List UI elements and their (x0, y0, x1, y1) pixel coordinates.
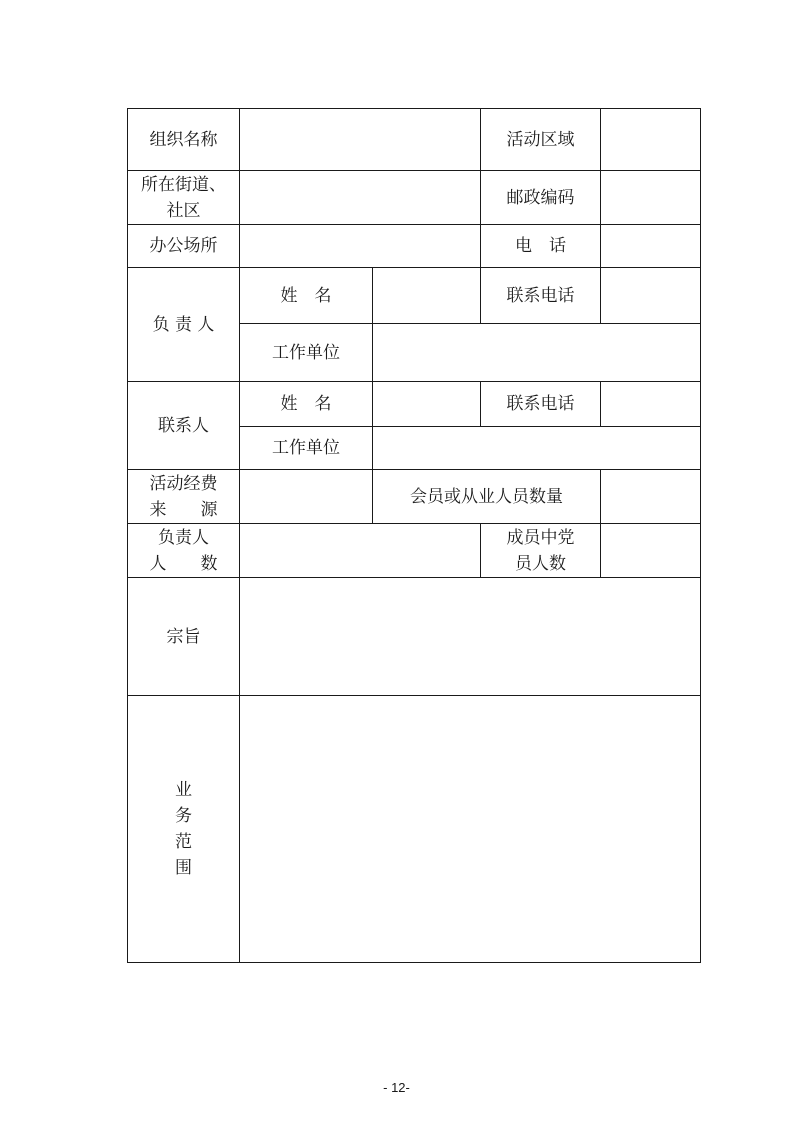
phone-label: 电 话 (515, 236, 566, 256)
office-label: 办公场所 (149, 236, 218, 256)
business-scope-char: 范 (175, 832, 192, 852)
funding-source-label (128, 470, 239, 523)
phone-field[interactable] (601, 225, 700, 267)
party-members-label (481, 524, 600, 577)
leader-phone-field[interactable] (601, 268, 700, 323)
table-border-right (700, 108, 701, 963)
funding-source-label-line1: 活动经费 (149, 473, 218, 494)
postal-code-label: 邮政编码 (506, 187, 575, 208)
business-scope-char: 务 (175, 806, 192, 826)
party-members-field[interactable] (601, 524, 700, 577)
purpose-label: 宗旨 (166, 626, 201, 647)
funding-source-label-line2: 来 源 (149, 499, 218, 520)
page-number: - 12- (383, 1080, 410, 1095)
activity-area-field[interactable] (601, 109, 700, 170)
members-count-label: 会员或从业人员数量 (410, 486, 563, 507)
contact-phone-label: 联系电话 (506, 394, 575, 414)
funding-source-field[interactable] (240, 470, 372, 523)
leader-label: 负 责 人 (152, 314, 215, 335)
contact-work-label: 工作单位 (272, 438, 340, 458)
business-scope-field[interactable] (240, 696, 700, 962)
leader-work-field[interactable] (373, 324, 700, 381)
contact-label: 联系人 (158, 415, 209, 436)
leaders-count-label (128, 524, 239, 577)
business-scope-char: 围 (175, 858, 192, 878)
leader-name-label: 姓 名 (280, 285, 332, 306)
street-community-label-line1: 所在街道、 (141, 174, 226, 195)
street-community-label (128, 171, 239, 224)
purpose-field[interactable] (240, 578, 700, 695)
business-scope-char: 业 (175, 780, 192, 800)
leaders-count-field[interactable] (240, 524, 480, 577)
org-name-field[interactable] (240, 109, 480, 170)
leader-name-field[interactable] (373, 268, 480, 323)
contact-name-field[interactable] (373, 382, 480, 426)
contact-name-label: 姓 名 (280, 394, 332, 414)
postal-code-field[interactable] (601, 171, 700, 224)
party-members-label-line2: 员人数 (515, 553, 566, 574)
org-name-label: 组织名称 (149, 129, 218, 150)
office-field[interactable] (240, 225, 480, 267)
business-scope-label (128, 696, 239, 962)
party-members-label-line1: 成员中党 (506, 527, 575, 548)
members-count-field[interactable] (601, 470, 700, 523)
leaders-count-label-line1: 负责人 (158, 527, 209, 548)
leaders-count-label-line2: 人 数 (149, 553, 218, 574)
contact-phone-field[interactable] (601, 382, 700, 426)
leader-phone-label: 联系电话 (506, 285, 575, 306)
leader-work-label: 工作单位 (272, 342, 340, 363)
contact-work-field[interactable] (373, 427, 700, 469)
activity-area-label: 活动区域 (506, 129, 575, 150)
table-border-bottom (127, 962, 701, 963)
street-community-field[interactable] (240, 171, 480, 224)
street-community-label-line2: 社区 (166, 200, 201, 221)
